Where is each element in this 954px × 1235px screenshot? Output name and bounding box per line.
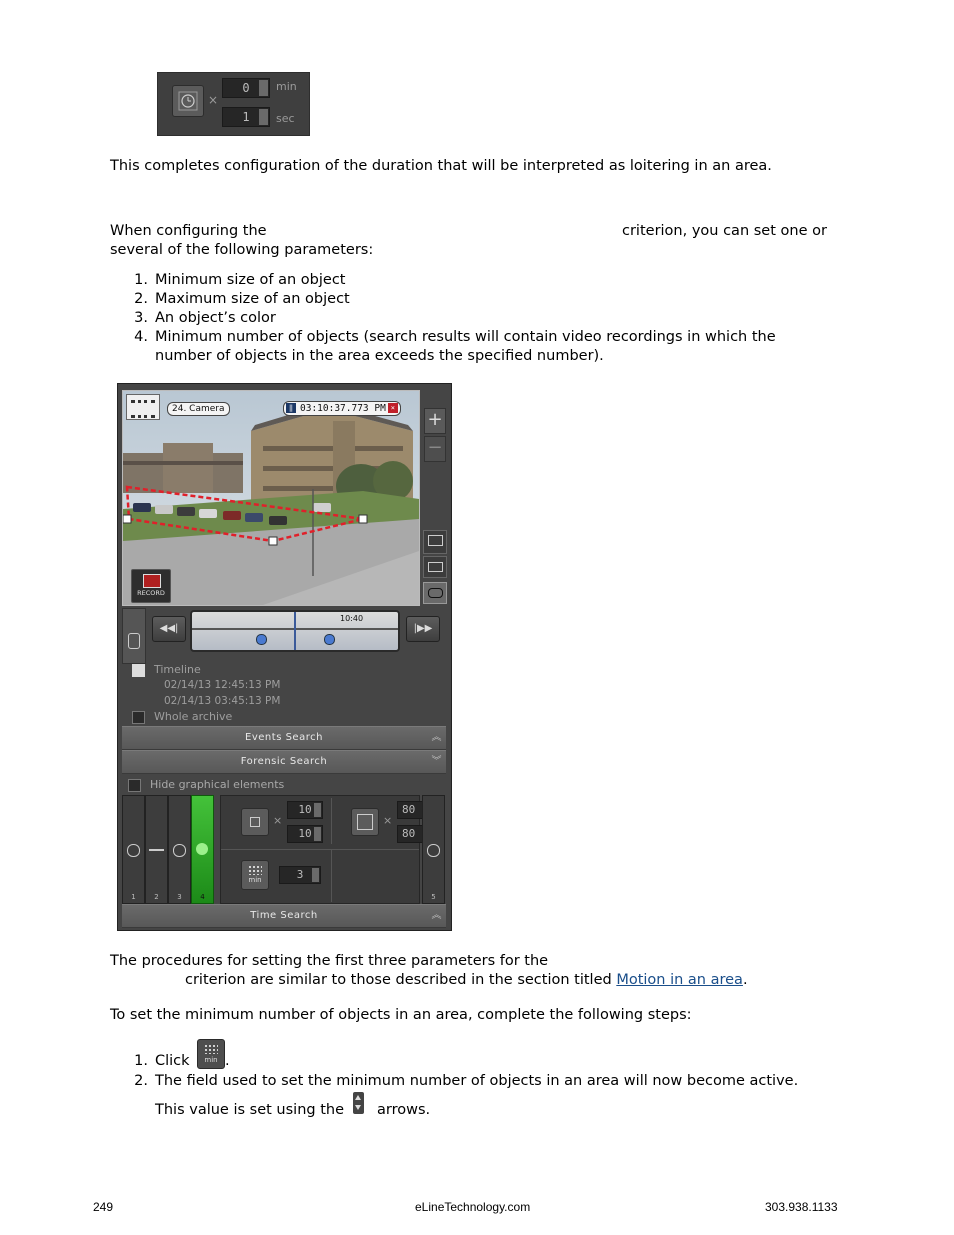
- count-spinner[interactable]: 3: [279, 866, 321, 884]
- events-search-bar[interactable]: Events Search ︽: [122, 726, 446, 750]
- sec-value: 1: [242, 110, 250, 124]
- zoom-out-button[interactable]: [424, 436, 446, 462]
- dots-icon: [248, 865, 262, 875]
- whole-archive-label: Whole archive: [154, 710, 233, 723]
- date-from: 02/14/13 12:45:13 PM: [164, 679, 281, 691]
- monitor-button[interactable]: [423, 530, 447, 554]
- close-icon[interactable]: ×: [388, 403, 398, 413]
- times-symbol: ×: [208, 93, 219, 107]
- spin-arrows-icon[interactable]: [314, 827, 321, 841]
- marker-icon[interactable]: [324, 634, 335, 645]
- paragraph-criterion-line2: several of the following parameters:: [110, 242, 374, 258]
- plus-icon: +: [427, 409, 443, 430]
- min-width-spinner[interactable]: 10: [287, 801, 323, 819]
- arrow-icon: [427, 844, 440, 857]
- paragraph-steps-intro: To set the minimum number of objects in an area, complete the following steps:: [110, 1007, 692, 1023]
- timeline-scrubber[interactable]: [190, 610, 400, 652]
- record-icon: [143, 574, 161, 588]
- min-unit: min: [276, 80, 297, 93]
- clock-icon: [173, 844, 186, 857]
- eye-icon: [428, 588, 443, 598]
- sec-unit: sec: [276, 112, 295, 125]
- paragraph-procedures-line1: The procedures for setting the first three parameters for the: [110, 953, 549, 969]
- count-icon-label: min: [204, 1056, 218, 1064]
- chevron-up-icon: ︽: [431, 732, 442, 743]
- objects-icon: [196, 843, 208, 855]
- square-large-icon: [357, 814, 373, 830]
- min-spin-arrows[interactable]: [259, 80, 268, 96]
- step-note-pre: This value is set using the: [155, 1102, 344, 1118]
- rewind-button[interactable]: [152, 616, 186, 642]
- chevron-up-icon: ︽: [431, 910, 442, 921]
- dots-icon: [204, 1044, 218, 1054]
- timestamp-badge: [283, 401, 401, 416]
- forward-button[interactable]: [406, 616, 440, 642]
- spin-arrows-icon[interactable]: [312, 868, 319, 882]
- sec-spinner[interactable]: [222, 107, 270, 127]
- footer-site: eLineTechnology.com: [415, 1200, 531, 1214]
- camera-label: 24. Camera: [167, 402, 230, 416]
- marker-icon[interactable]: [256, 634, 267, 645]
- page-number: 249: [93, 1200, 114, 1214]
- tab-4[interactable]: 4: [191, 795, 214, 904]
- timeline-label: Timeline: [154, 663, 201, 676]
- paragraph-loitering: This completes configuration of the duration that will be interpreted as loitering in an area.: [110, 158, 772, 174]
- camera-icon[interactable]: [126, 394, 160, 420]
- timeline-time: 10:40: [340, 614, 364, 623]
- duration-widget: [157, 72, 310, 136]
- hand-icon: [128, 633, 140, 649]
- tab-2[interactable]: 2: [145, 795, 168, 904]
- time-search-bar[interactable]: Time Search ︽: [122, 904, 446, 928]
- tab-1[interactable]: 1: [122, 795, 145, 904]
- tab-5[interactable]: 5: [422, 795, 445, 904]
- max-height-spinner[interactable]: 80: [397, 825, 425, 843]
- spin-arrows-icon[interactable]: [314, 803, 321, 817]
- hide-graphical-label: Hide graphical elements: [150, 778, 285, 791]
- tape-button[interactable]: [423, 556, 447, 578]
- max-width-spinner[interactable]: 80: [397, 801, 425, 819]
- count-button-inline: [197, 1039, 225, 1069]
- arrow-icon: [127, 844, 140, 857]
- count-icon-label: min: [248, 876, 262, 884]
- step-note-post: arrows.: [377, 1102, 431, 1118]
- forensic-search-bar[interactable]: Forensic Search ︾: [122, 750, 446, 774]
- min-height-spinner[interactable]: 10: [287, 825, 323, 843]
- tab-3[interactable]: 3: [168, 795, 191, 904]
- pause-icon[interactable]: ‖: [286, 403, 296, 413]
- square-small-icon: [250, 817, 260, 827]
- direction-icon: [149, 849, 164, 851]
- min-value: 0: [242, 81, 250, 95]
- timeline-toggle[interactable]: [122, 608, 146, 664]
- date-to: 02/14/13 03:45:13 PM: [164, 695, 281, 707]
- forward-icon: |▶▶: [413, 623, 433, 634]
- video-frame: [122, 390, 420, 606]
- forensic-settings: × 10 10 × 80 80 min 3: [220, 795, 420, 904]
- timestamp-text: 03:10:37.773 PM: [300, 403, 386, 414]
- minus-icon: −: [427, 437, 443, 458]
- paragraph-procedures-line2: criterion are similar to those described in the section titled Motion in an area.: [185, 972, 748, 988]
- hide-graphical-checkbox[interactable]: [128, 779, 141, 792]
- record-button[interactable]: [131, 569, 171, 603]
- eye-button[interactable]: [423, 582, 447, 604]
- paragraph-criterion-part2: criterion, you can set one or: [622, 223, 827, 239]
- timer-button[interactable]: [172, 85, 204, 117]
- whole-archive-checkbox[interactable]: [132, 711, 145, 724]
- record-label: RECORD: [137, 589, 165, 597]
- spin-arrows-icon: [353, 1092, 364, 1114]
- clock-icon: [173, 86, 203, 116]
- monitor-icon: [428, 535, 443, 546]
- sec-spin-arrows[interactable]: [259, 109, 268, 125]
- tape-icon: [428, 562, 443, 572]
- timeline-checkbox[interactable]: [132, 664, 145, 677]
- chevron-down-icon: ︾: [431, 756, 442, 767]
- footer-phone: 303.938.1133: [765, 1200, 838, 1214]
- count-button[interactable]: [241, 860, 269, 890]
- rewind-icon: ◀◀|: [159, 623, 179, 634]
- max-size-button[interactable]: [351, 808, 379, 836]
- motion-in-area-link[interactable]: Motion in an area: [616, 972, 743, 988]
- paragraph-criterion-part1: When configuring the: [110, 223, 267, 239]
- zoom-in-button[interactable]: [424, 408, 446, 434]
- min-size-button[interactable]: [241, 808, 269, 836]
- min-spinner[interactable]: [222, 78, 270, 98]
- camera-panel: [117, 383, 452, 931]
